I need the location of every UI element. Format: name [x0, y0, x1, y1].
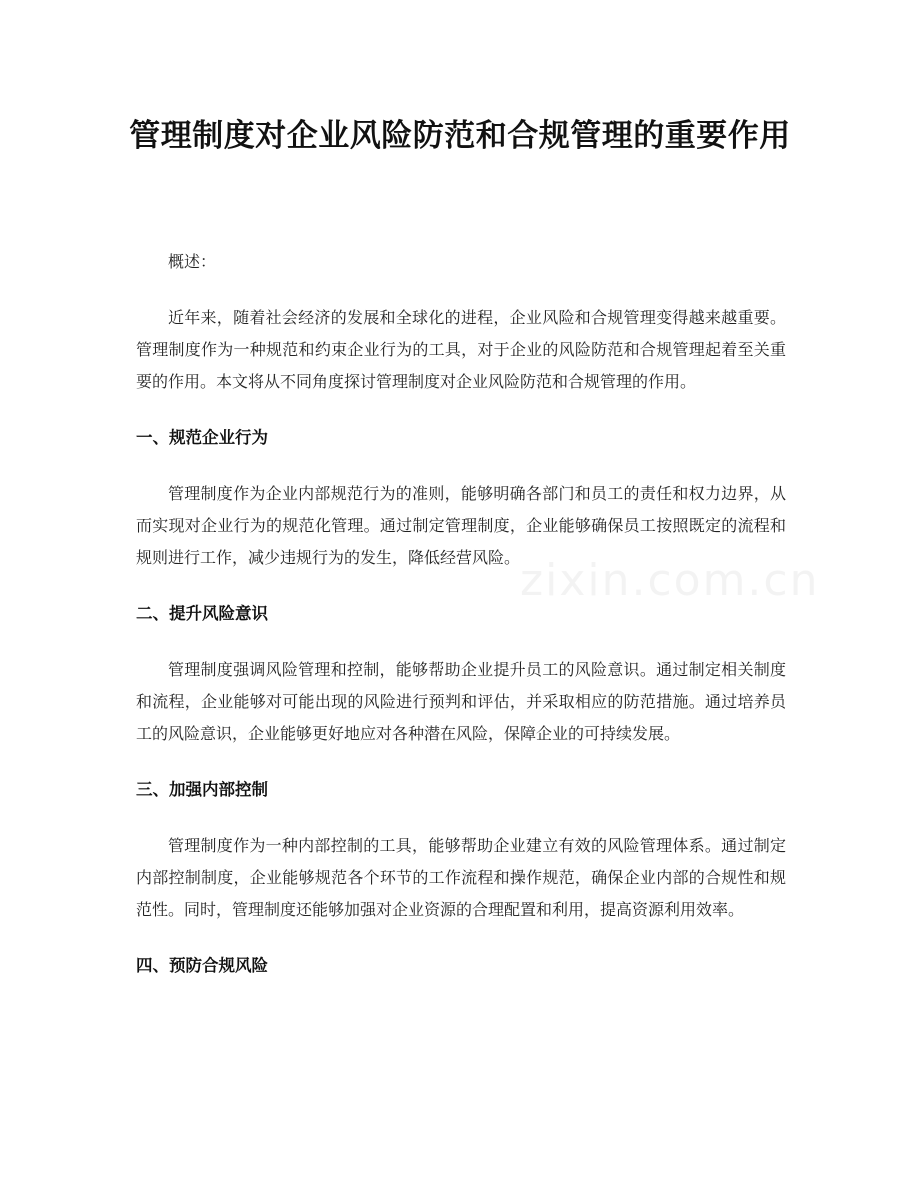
section-heading: 二、提升风险意识 — [136, 604, 268, 623]
section-heading: 一、规范企业行为 — [136, 428, 268, 447]
section-heading: 三、加强内部控制 — [136, 780, 268, 799]
section-2 — [136, 598, 786, 750]
document-body — [136, 246, 786, 1006]
overview-block — [136, 302, 786, 398]
overview-label: 概述： — [168, 252, 217, 271]
section-paragraph: 管理制度作为一种内部控制的工具，能够帮助企业建立有效的风险管理体系。通过制定内部控制制度，企业能够规范各个环节的工作流程和操作规范，确保企业内部的合规性和规范性。同时，管理制度还能够加强对企业资源的合理配置和利用，提高资源利用效率。 — [136, 836, 786, 919]
watermark-text: zixin.com.cn — [520, 555, 820, 606]
document-title: 管理制度对企业风险防范和合规管理的重要作用 — [129, 118, 791, 154]
section-paragraph: 管理制度强调风险管理和控制，能够帮助企业提升员工的风险意识。通过制定相关制度和流程，企业能够对可能出现的风险进行预判和评估，并采取相应的防范措施。通过培养员工的风险意识，企业能够更好地应对各种潜在风险，保障企业的可持续发展。 — [136, 660, 786, 743]
overview-paragraph: 近年来，随着社会经济的发展和全球化的进程，企业风险和合规管理变得越来越重要。管理制度作为一种规范和约束企业行为的工具，对于企业的风险防范和合规管理起着至关重要的作用。本文将从不同角度探讨管理制度对企业风险防范和合规管理的作用。 — [136, 308, 786, 391]
section-heading: 四、预防合规风险 — [136, 956, 268, 975]
section-paragraph: 管理制度作为企业内部规范行为的准则，能够明确各部门和员工的责任和权力边界，从而实现对企业行为的规范化管理。通过制定管理制度，企业能够确保员工按照既定的流程和规则进行工作，减少违规行为的发生，降低经营风险。 — [136, 484, 786, 567]
section-1 — [136, 422, 786, 574]
section-3 — [136, 774, 786, 926]
section-4 — [136, 950, 786, 982]
